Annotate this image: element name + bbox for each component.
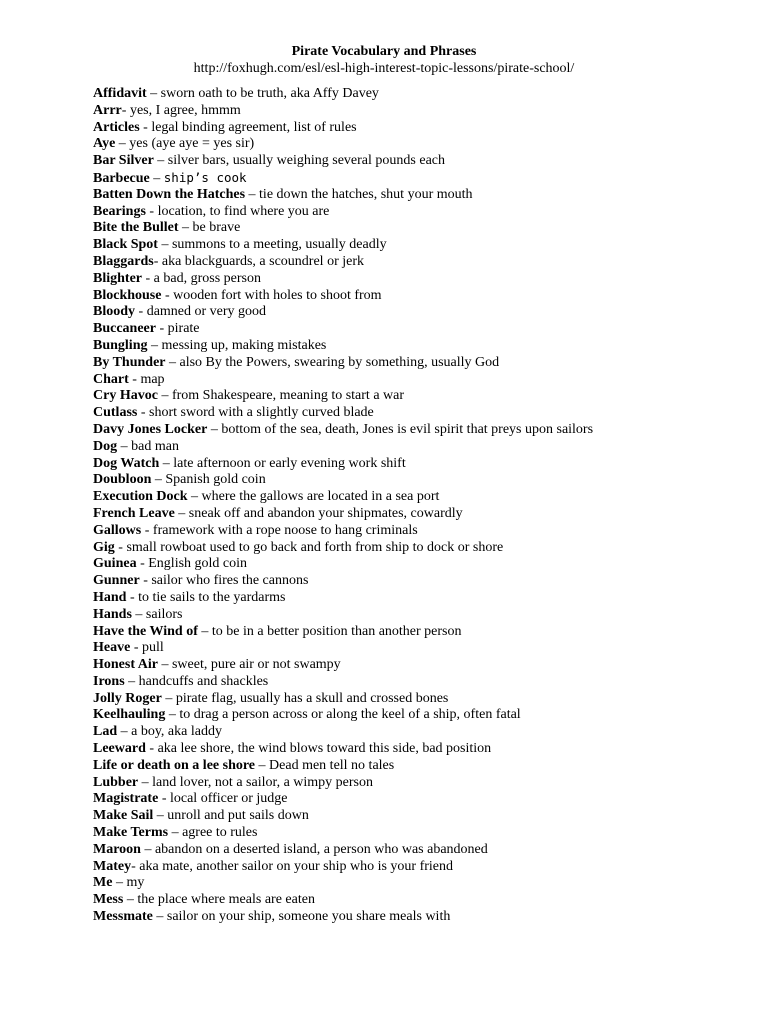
entry-term: Davy Jones Locker [93,421,208,437]
entry-term: Bearings [93,203,146,219]
vocabulary-entry [93,909,763,926]
entry-definition: where the gallows are located in a sea port [201,489,440,505]
entry-separator: – [131,606,146,622]
entry-separator: - [158,791,170,807]
vocabulary-entry [93,607,763,624]
entry-separator: – [197,623,212,639]
vocabulary-entry [93,892,763,909]
entry-term: Heave [93,640,131,656]
vocabulary-entry [93,254,763,271]
page-title: Pirate Vocabulary and Phrases [291,44,477,59]
entry-separator: – [117,724,132,740]
vocabulary-entry [93,556,763,573]
entry-term: French Leave [93,505,175,521]
vocabulary-entry [93,153,763,170]
entry-term: Lad [93,724,118,740]
entry-definition: my [126,875,145,891]
vocabulary-entry [93,237,763,254]
entry-term: Articles [93,119,140,135]
vocabulary-entry [93,120,763,137]
vocabulary-entry [93,808,763,825]
entry-definition: pull [142,640,164,656]
entry-term: Lubber [93,774,139,790]
entry-term: Bite the Bullet [93,220,179,236]
entry-definition: handcuffs and shackles [138,673,269,689]
entry-definition: wooden fort with holes to shoot from [173,287,382,303]
entry-definition: abandon on a deserted island, a person who was abandoned [154,841,488,857]
vocabulary-entry [93,825,763,842]
vocabulary-entry [93,859,763,876]
vocabulary-entry [93,338,763,355]
entry-definition: to drag a person across or along the keel of a ship, often fatal [179,707,521,723]
entry-term: Blighter [93,270,142,286]
entry-separator: - [141,522,153,538]
entry-definition: bottom of the sea, death, Jones is evil spirit that preys upon sailors [221,421,594,437]
entry-separator: - [142,270,154,286]
vocabulary-entry [93,741,763,758]
vocabulary-entry [93,775,763,792]
vocabulary-entry [93,573,763,590]
entry-definition: Spanish gold coin [165,472,266,488]
entry-term: Black Spot [93,237,158,253]
entry-separator: – [157,388,172,404]
vocabulary-entry [93,372,763,389]
entry-definition: the place where meals are eaten [137,892,315,908]
entry-term: Magistrate [93,791,159,807]
entry-separator: - [135,304,147,320]
entry-separator: - [153,253,162,269]
entry-term: Buccaneer [93,321,156,337]
entry-term: Leeward [93,741,146,757]
entry-term: Blockhouse [93,287,162,303]
vocabulary-entry [93,288,763,305]
entry-separator: – [146,86,161,101]
entry-separator: – [149,170,164,186]
vocabulary-entry [93,103,763,120]
entry-definition: small rowboat used to go back and forth from ship to dock or shore [126,539,504,555]
vocabulary-entry [93,170,763,187]
vocabulary-entry [93,439,763,456]
vocabulary-entry [93,540,763,557]
vocabulary-entry [93,489,763,506]
entry-definition: aka mate, another sailor on your ship who is your friend [139,858,454,874]
entry-definition: to tie sails to the yardarms [138,589,286,605]
document-header [0,43,768,77]
entry-definition: yes (aye aye = yes sir) [129,136,255,152]
entry-term: Bungling [93,337,148,353]
entry-term: Cry Havoc [93,388,158,404]
entry-term: Gig [93,539,115,555]
entry-term: By Thunder [93,354,166,370]
entry-separator: – [174,505,189,521]
vocabulary-entry [93,388,763,405]
entry-definition: framework with a rope noose to hang criminals [152,522,418,538]
entry-separator: - [137,405,150,421]
entry-definition: damned or very good [146,304,267,320]
entry-separator: – [159,455,174,471]
entry-term: Life or death on a lee shore [93,757,256,773]
entry-definition: short sword with a slightly curved blade [149,405,374,421]
entry-term: Barbecue [93,170,150,186]
vocabulary-entry [93,674,763,691]
entry-separator: – [157,237,172,253]
entry-term: Hands [93,606,132,622]
entry-separator: - [128,371,141,387]
entry-definition: from Shakespeare, meaning to start a war [171,388,405,404]
entry-term: Honest Air [93,657,158,673]
entry-definition: agree to rules [182,825,258,841]
entry-separator: – [115,136,130,152]
entry-term: Jolly Roger [93,690,162,706]
entry-term: Dog [93,438,118,454]
source-url: http://foxhugh.com/esl/esl-high-interest-topic-lessons/pirate-school/ [193,61,575,76]
entry-definition: messing up, making mistakes [161,337,327,353]
vocabulary-entry [93,724,763,741]
vocabulary-entry [93,657,763,674]
vocabulary-entry [93,691,763,708]
entry-definition: late afternoon or early evening work shift [173,455,406,471]
entry-separator: – [153,808,168,824]
entry-separator: – [152,909,167,925]
entry-definition: sweet, pure air or not swampy [171,657,341,673]
vocabulary-entry [93,523,763,540]
entry-term: Me [93,875,113,891]
entry-definition: be brave [192,220,241,236]
entry-term: Dog Watch [93,455,160,471]
entry-separator: – [151,472,166,488]
entry-definition: sailors [145,606,183,622]
entry-separator: – [168,825,183,841]
vocabulary-entry [93,204,763,221]
entry-definition: ship’s cook [163,169,247,185]
vocabulary-entry [93,707,763,724]
entry-separator: - [145,741,158,757]
entry-term: Make Sail [93,808,154,824]
vocabulary-entry [93,304,763,321]
entry-separator: – [112,875,127,891]
vocabulary-entry [93,422,763,439]
entry-term: Aye [93,136,116,152]
entry-definition: sailor who fires the cannons [151,573,309,589]
entry-definition: aka lee shore, the wind blows toward this side, bad position [157,741,492,757]
entry-separator: - [130,640,142,656]
entry-term: Doubloon [93,472,152,488]
vocabulary-entry [93,758,763,775]
entry-separator: – [123,892,138,908]
entry-term: Have the Wind of [93,623,198,639]
vocabulary-list [93,86,763,926]
entry-definition: tie down the hatches, shut your mouth [259,186,473,202]
entry-definition: pirate [167,321,200,337]
entry-definition: yes, I agree, hmmm [129,102,241,118]
entry-term: Arrr [93,102,122,118]
entry-term: Cutlass [93,405,138,421]
entry-definition: silver bars, usually weighing several pounds each [167,153,446,169]
entry-definition: sworn oath to be truth, aka Affy Davey [160,86,379,101]
entry-definition: to be in a better position than another person [211,623,462,639]
entry-separator: – [207,421,222,437]
entry-separator: - [161,287,174,303]
entry-separator: – [165,707,180,723]
entry-term: Bloody [93,304,136,320]
entry-definition: local officer or judge [169,791,288,807]
entry-definition: summons to a meeting, usually deadly [171,237,387,253]
entry-separator: – [153,153,168,169]
entry-separator: - [155,321,168,337]
vocabulary-entry [93,405,763,422]
entry-term: Bar Silver [93,153,154,169]
entry-separator: – [117,438,132,454]
vocabulary-entry [93,355,763,372]
entry-definition: aka blackguards, a scoundrel or jerk [161,253,364,269]
entry-separator: - [121,102,130,118]
entry-term: Keelhauling [93,707,166,723]
vocabulary-entry [93,506,763,523]
entry-definition: unroll and put sails down [167,808,309,824]
entry-term: Messmate [93,909,153,925]
vocabulary-entry [93,220,763,237]
entry-separator: - [126,589,139,605]
entry-separator: – [138,774,153,790]
entry-separator: - [131,858,140,874]
vocabulary-entry [93,875,763,892]
entry-definition: bad man [131,438,179,454]
entry-separator: - [114,539,127,555]
entry-separator: – [165,354,180,370]
entry-definition: sailor on your ship, someone you share meals with [166,909,451,925]
entry-separator: - [145,203,158,219]
entry-term: Chart [93,371,129,387]
vocabulary-entry [93,187,763,204]
entry-separator: - [139,119,152,135]
entry-term: Gunner [93,573,140,589]
entry-definition: location, to find where you are [157,203,330,219]
entry-term: Affidavit [93,86,147,101]
entry-definition: pirate flag, usually has a skull and crossed bones [175,690,449,706]
entry-term: Irons [93,673,125,689]
entry-term: Mess [93,892,124,908]
vocabulary-entry [93,842,763,859]
entry-definition: map [140,371,165,387]
entry-separator: – [255,757,270,773]
vocabulary-entry [93,472,763,489]
entry-definition: sneak off and abandon your shipmates, cowardly [188,505,463,521]
vocabulary-entry [93,791,763,808]
entry-definition: Dead men tell no tales [269,757,395,773]
entry-term: Guinea [93,556,137,572]
entry-separator: – [157,657,172,673]
vocabulary-entry [93,456,763,473]
entry-definition: a bad, gross person [153,270,261,286]
entry-term: Matey [93,858,132,874]
entry-term: Batten Down the Hatches [93,186,246,202]
entry-term: Execution Dock [93,489,188,505]
entry-definition: legal binding agreement, list of rules [151,119,357,135]
entry-definition: English gold coin [148,556,248,572]
entry-separator: – [147,337,162,353]
entry-definition: land lover, not a sailor, a wimpy person [152,774,374,790]
entry-term: Maroon [93,841,141,857]
vocabulary-entry [93,271,763,288]
entry-term: Hand [93,589,127,605]
entry-term: Gallows [93,522,142,538]
entry-term: Make Terms [93,825,169,841]
entry-separator: – [178,220,193,236]
entry-definition: a boy, aka laddy [131,724,222,740]
vocabulary-entry [93,136,763,153]
entry-separator: - [139,573,152,589]
vocabulary-entry [93,624,763,641]
entry-separator: – [187,489,202,505]
entry-separator: – [124,673,139,689]
vocabulary-entry [93,86,763,103]
entry-term: Blaggards [93,253,154,269]
entry-separator: – [161,690,176,706]
entry-separator: – [245,186,260,202]
entry-definition: also By the Powers, swearing by something, usually God [179,354,500,370]
entry-separator: – [140,841,155,857]
vocabulary-entry [93,640,763,657]
vocabulary-entry [93,590,763,607]
vocabulary-entry [93,321,763,338]
entry-separator: - [136,556,149,572]
